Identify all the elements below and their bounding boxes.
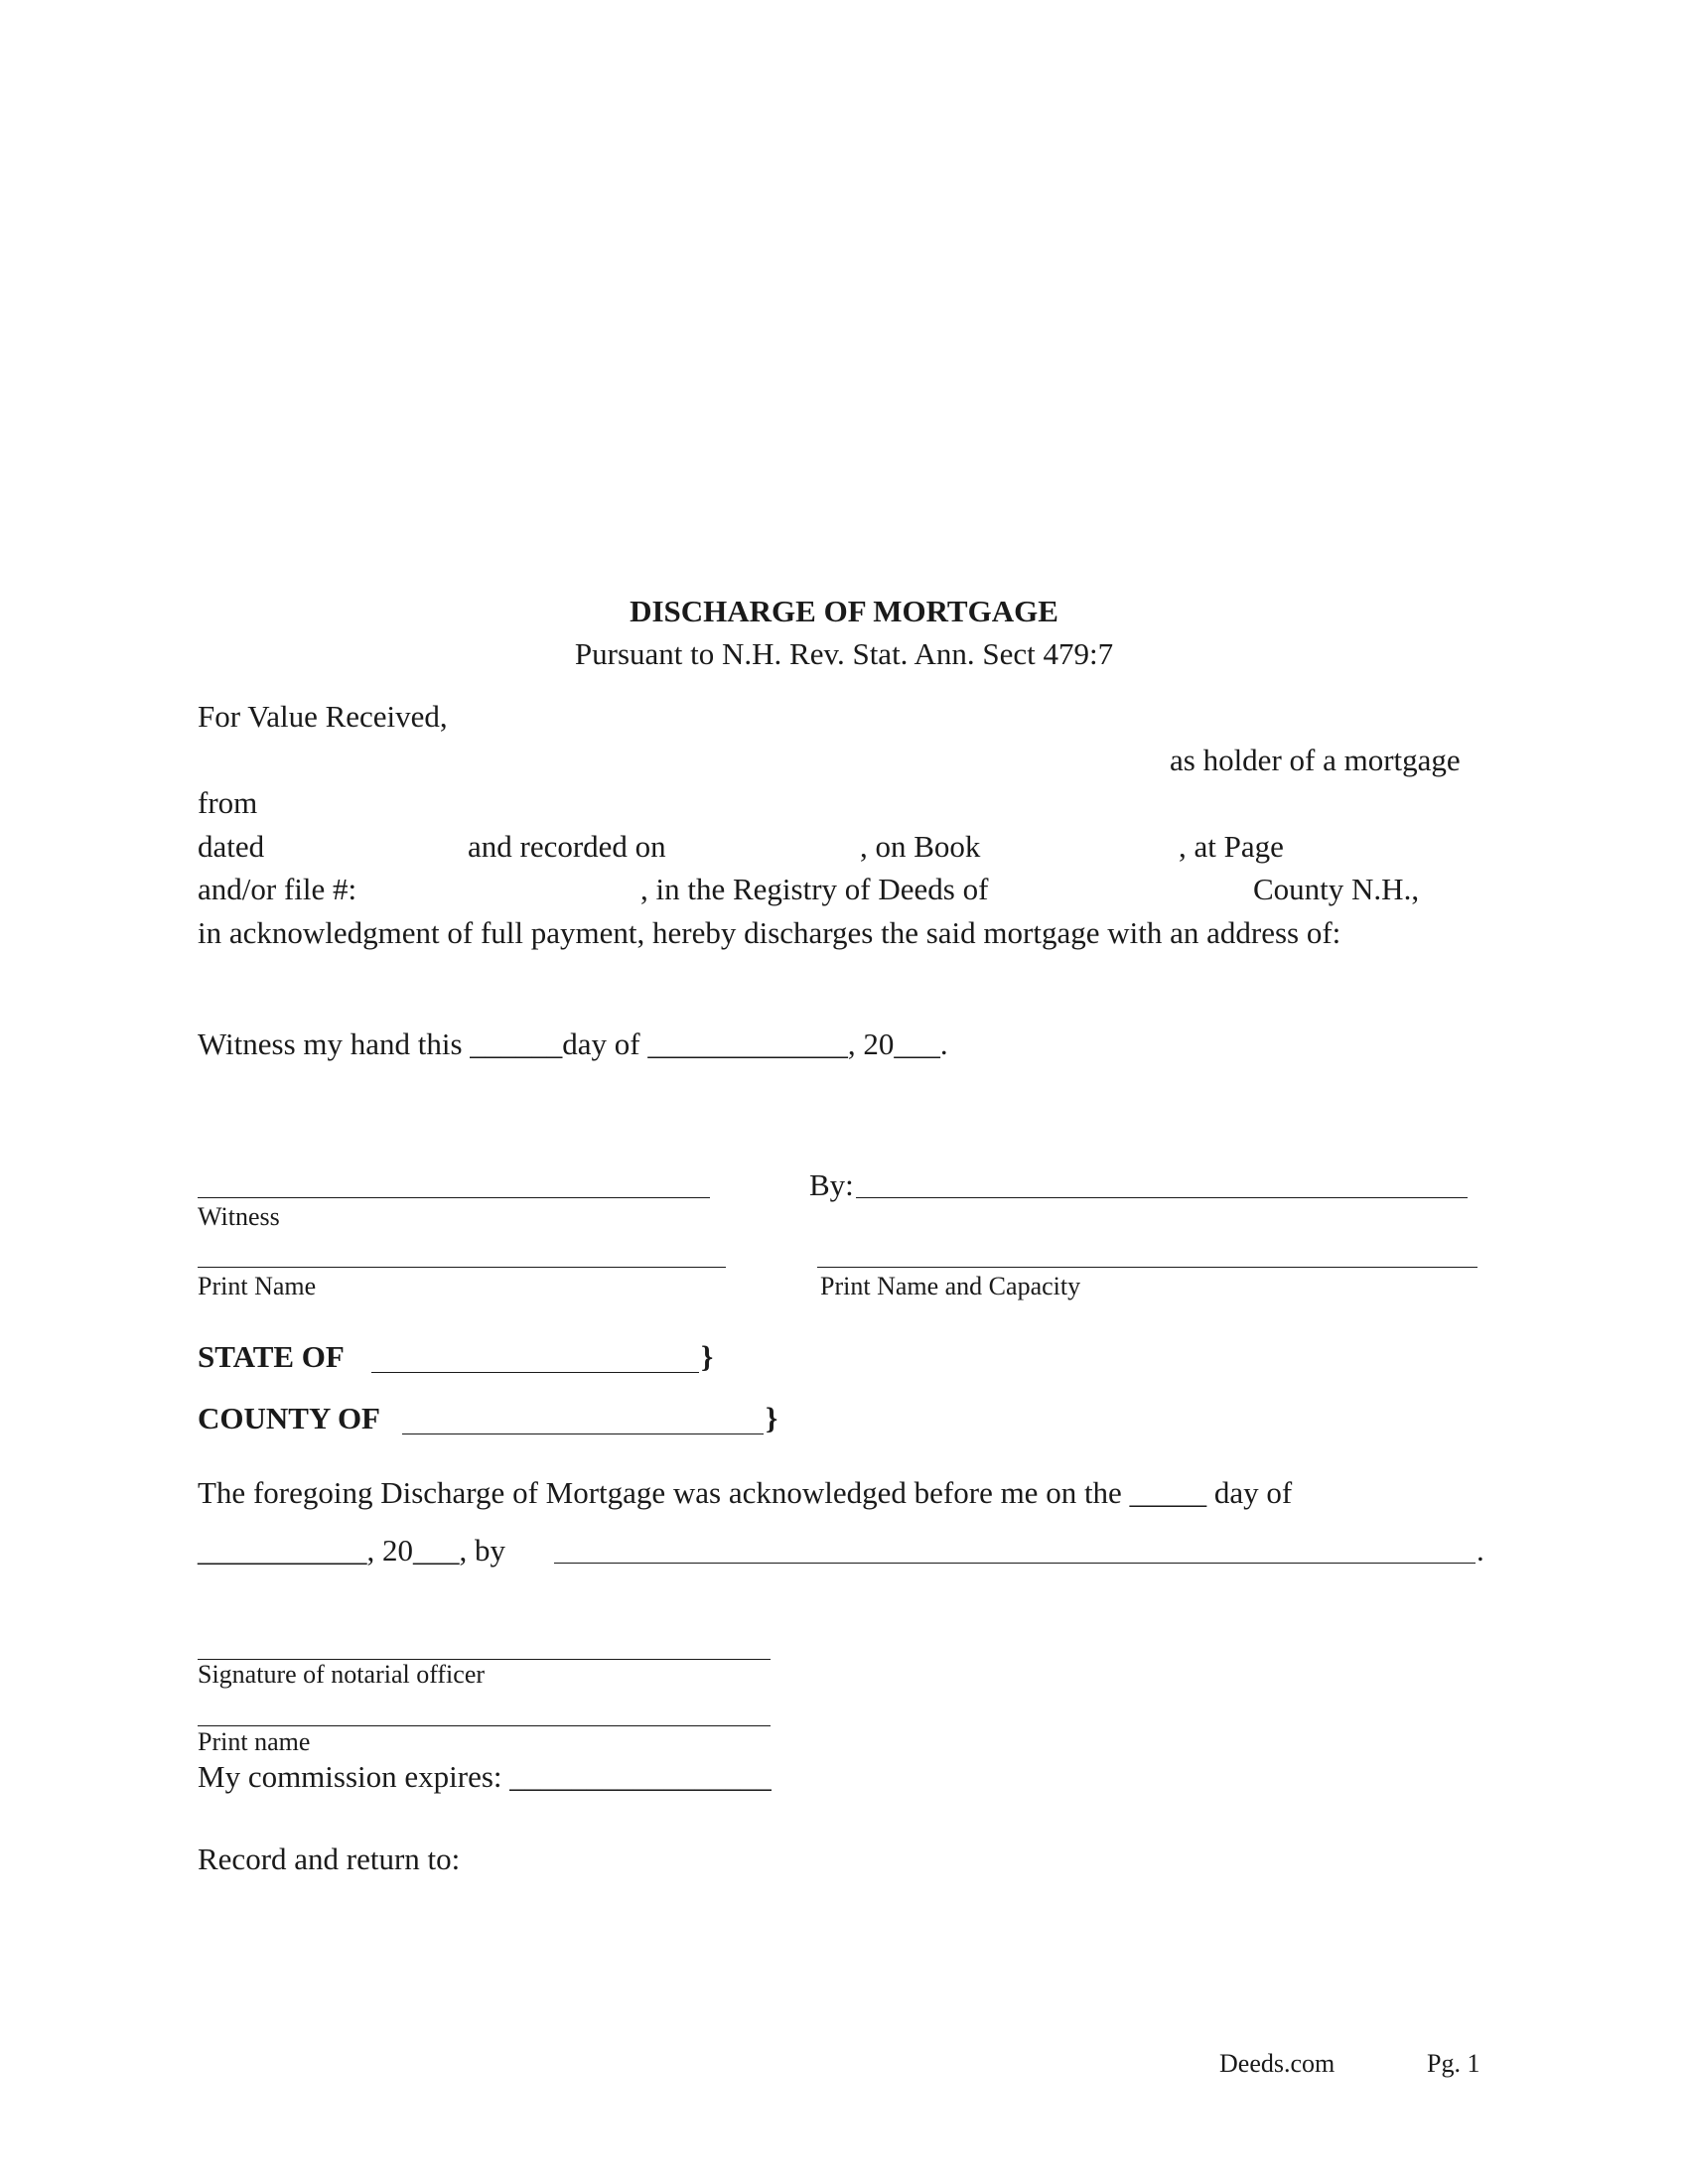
print-name-label: Print Name <box>198 1272 317 1300</box>
footer-page-number: Pg. 1 <box>1427 2049 1480 2078</box>
foregoing-date-text: ___________, 20___, by <box>198 1533 505 1568</box>
notary-signature-label: Signature of notarial officer <box>198 1660 486 1689</box>
file-number-label: and/or file #: <box>198 872 357 906</box>
acknowledged-by-line[interactable] <box>554 1563 1476 1564</box>
state-brace: } <box>701 1339 714 1374</box>
page-label: , at Page <box>1179 829 1284 864</box>
foregoing-acknowledgment-text: The foregoing Discharge of Mortgage was acknowledged before me on the _____ day of <box>198 1475 1293 1510</box>
for-value-received-text: For Value Received, <box>198 699 448 734</box>
holder-of-mortgage-text: as holder of a mortgage <box>1170 743 1461 777</box>
footer-site: Deeds.com <box>1219 2049 1336 2078</box>
document-title: DISCHARGE OF MORTGAGE <box>630 594 1058 628</box>
print-name-capacity-label: Print Name and Capacity <box>820 1272 1081 1300</box>
recorded-on-label: and recorded on <box>468 829 666 864</box>
registry-label: , in the Registry of Deeds of <box>640 872 989 906</box>
witness-hand-text: Witness my hand this ______day of _____________, 20___. <box>198 1026 948 1061</box>
acknowledged-by-period: . <box>1477 1533 1484 1568</box>
from-label: from <box>198 785 258 820</box>
state-of-line[interactable] <box>371 1372 699 1373</box>
county-nh-label: County N.H., <box>1253 872 1420 906</box>
commission-expires-text: My commission expires: _________________ <box>198 1759 772 1794</box>
dated-label: dated <box>198 829 265 864</box>
witness-signature-line[interactable] <box>198 1197 710 1198</box>
county-of-label: COUNTY OF <box>198 1401 380 1435</box>
notary-print-name-line[interactable] <box>198 1725 771 1726</box>
record-and-return-text: Record and return to: <box>198 1842 461 1876</box>
print-name-capacity-line[interactable] <box>817 1267 1477 1268</box>
book-label: , on Book <box>860 829 981 864</box>
witness-label: Witness <box>198 1202 280 1231</box>
state-of-label: STATE OF <box>198 1339 345 1374</box>
by-label: By: <box>809 1167 854 1202</box>
county-of-line[interactable] <box>402 1433 764 1434</box>
document-subtitle: Pursuant to N.H. Rev. Stat. Ann. Sect 479:7 <box>574 636 1114 671</box>
acknowledgment-text: in acknowledgment of full payment, hereby discharges the said mortgage with an address of: <box>198 915 1341 950</box>
by-signature-line[interactable] <box>856 1197 1468 1198</box>
witness-print-name-line[interactable] <box>198 1267 726 1268</box>
county-brace: } <box>766 1401 778 1435</box>
notary-print-name-label: Print name <box>198 1727 311 1756</box>
